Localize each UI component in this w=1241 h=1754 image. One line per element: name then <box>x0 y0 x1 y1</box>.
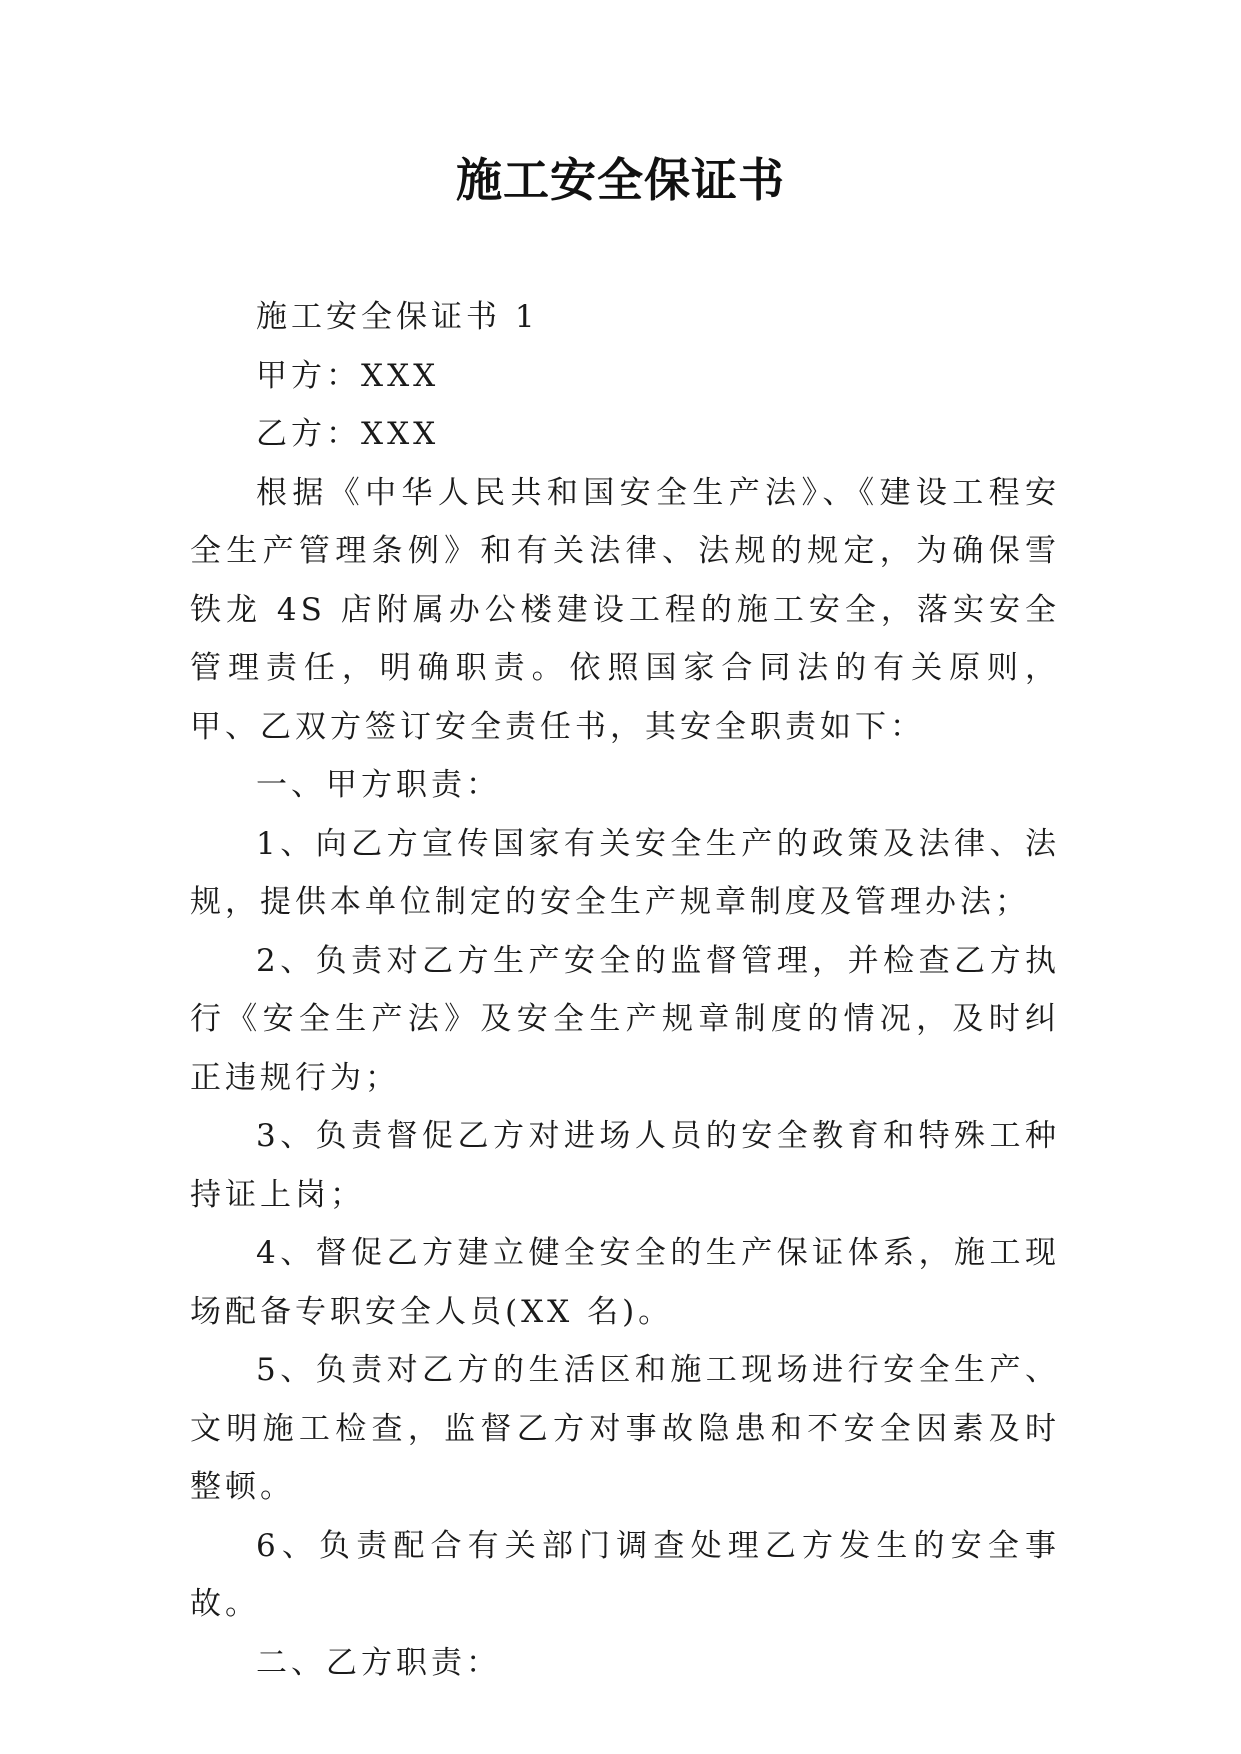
clause-2: 2、负责对乙方生产安全的监督管理，并检查乙方执行《安全生产法》及安全生产规章制度的情况，及时纠正违规行为； <box>190 942 1060 1096</box>
clause-6: 6、负责配合有关部门调查处理乙方发生的安全事故。 <box>190 1527 1060 1622</box>
clause-5: 5、负责对乙方的生活区和施工现场进行安全生产、文明施工检查，监督乙方对事故隐患和不安全因素及时整顿。 <box>190 1352 1060 1505</box>
paragraph-party-b: 乙方：XXX <box>256 416 440 452</box>
paragraph-preamble: 根据《中华人民共和国安全生产法》、《建设工程安全生产管理条例》和有关法律、法规的规定，为确保雪铁龙 4S 店附属办公楼建设工程的施工安全，落实安全管理责任，明确职责。依照国家合同法的有关原则，甲、乙双方签订安全责任书，其安全职责如下： <box>190 474 1060 745</box>
document-title: 施工安全保证书 <box>456 153 785 207</box>
clause-4: 4、督促乙方建立健全安全的生产保证体系，施工现场配备专职安全人员(XX 名)。 <box>190 1235 1060 1330</box>
document-body <box>190 288 1060 1692</box>
section-heading-party-b: 二、乙方职责： <box>256 1644 501 1681</box>
clause-1: 1、向乙方宣传国家有关安全生产的政策及法律、法规，提供本单位制定的安全生产规章制度及管理办法； <box>190 825 1060 920</box>
paragraph-party-a: 甲方：XXX <box>256 357 440 394</box>
clause-3: 3、负责督促乙方对进场人员的安全教育和特殊工种持证上岗； <box>190 1118 1060 1213</box>
section-heading-party-a: 一、甲方职责： <box>256 767 501 803</box>
paragraph-heading: 施工安全保证书 1 <box>256 299 539 335</box>
